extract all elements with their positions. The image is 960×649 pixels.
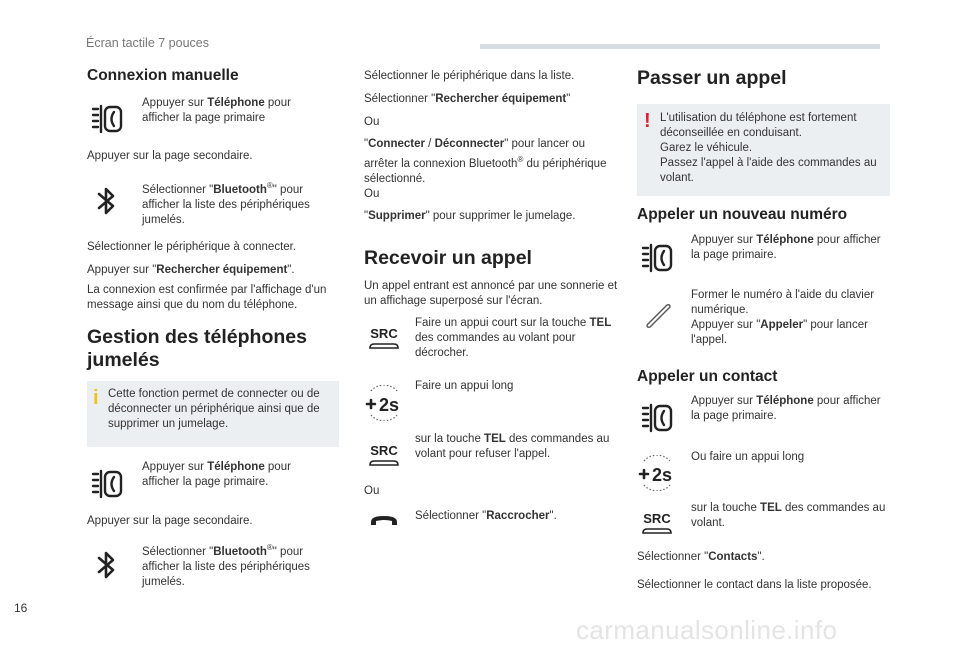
step-phone-2: Appuyer sur Téléphone pour afficher la page primaire. [142, 461, 291, 488]
line-incoming: Un appel entrant est annoncé par une sonnerie et un affichage superposé sur l'écran. [364, 280, 618, 307]
step-short-press: Faire un appui court sur la touche TEL des commandes au volant pour décrocher. [415, 317, 612, 359]
src-button-icon [639, 508, 675, 544]
line-search: Appuyer sur "Rechercher équipement". [87, 264, 295, 276]
line-contacts: Sélectionner "Contacts". [637, 551, 765, 563]
phone-icon [639, 400, 675, 436]
warning-box [637, 104, 890, 196]
step-refuse: sur la touche TEL des commandes au volant pour refuser l'appel. [415, 433, 610, 460]
step-tel: sur la touche TEL des commandes au volant. [691, 502, 886, 529]
svg-text:SRC: SRC [370, 326, 398, 341]
svg-text:2s: 2s [651, 465, 673, 485]
or-3: Ou [364, 485, 380, 497]
line-secondary: Appuyer sur la page secondaire. [87, 150, 253, 162]
warning-text: L'utilisation du téléphone est fortement déconseillée en conduisant. Garez le véhicule. Passez l'appel à l'aide des commandes au volant. [660, 112, 877, 184]
phone-icon [89, 466, 125, 502]
line-search-2: Sélectionner "Rechercher équipement" [364, 93, 571, 105]
step-long-press-2: Ou faire un appui long [691, 451, 805, 463]
step-phone-1: Appuyer sur Téléphone pour afficher la page primaire [142, 97, 291, 124]
line-select-device: Sélectionner le périphérique à connecter. [87, 241, 297, 253]
line-connect: "Connecter / Déconnecter" pour lancer ou arrêter la connexion Bluetooth® du périphérique sélectionné. [364, 138, 607, 185]
section-title-contact: Appeler un contact [637, 368, 778, 385]
svg-text:SRC: SRC [643, 511, 671, 526]
watermark-text: carmanualsonline.info [576, 615, 838, 645]
line-confirm: La connexion est confirmée par l'affichage d'un message ainsi que du nom du téléphone. [87, 284, 327, 311]
src-button-icon [366, 323, 402, 359]
bluetooth-icon [89, 183, 125, 219]
step-dial: Former le numéro à l'aide du clavier numérique. Appuyer sur "Appeler" pour lancer l'appel. [691, 289, 875, 346]
or-1: Ou [364, 116, 380, 128]
step-hangup: Sélectionner "Raccrocher". [415, 510, 557, 522]
page-number: 16 [14, 601, 28, 615]
warning-icon: ! [644, 110, 651, 132]
src-button-icon [366, 440, 402, 476]
hang-up-icon [366, 502, 402, 538]
info-icon: i [93, 387, 99, 409]
hold-2s-icon [363, 385, 405, 421]
step-phone-4: Appuyer sur Téléphone pour afficher la page primaire. [691, 395, 881, 422]
dial-handset-icon [639, 296, 675, 332]
section-title-passer: Passer un appel [637, 67, 787, 89]
phone-icon [89, 101, 125, 137]
line-delete: "Supprimer" pour supprimer le jumelage. [364, 210, 576, 222]
section-title-connexion: Connexion manuelle [87, 67, 239, 84]
phone-icon [639, 240, 675, 276]
step-phone-3: Appuyer sur Téléphone pour afficher la page primaire. [691, 234, 881, 261]
info-text: Cette fonction permet de connecter ou de déconnecter un périphérique ainsi que de supprimer un jumelage. [108, 388, 320, 430]
info-box [87, 381, 339, 447]
or-2: Ou [364, 188, 380, 200]
header-bar [480, 44, 880, 49]
line-select-contact: Sélectionner le contact dans la liste proposée. [637, 579, 872, 591]
section-title-nouveau: Appeler un nouveau numéro [637, 206, 848, 223]
running-header: Écran tactile 7 pouces [86, 36, 209, 50]
section-title-gestion: Gestion des téléphones jumelés [87, 326, 307, 371]
svg-text:SRC: SRC [370, 443, 398, 458]
svg-text:2s: 2s [378, 395, 400, 415]
bluetooth-icon [89, 547, 125, 583]
step-bluetooth-1: Sélectionner "Bluetooth®" pour afficher la liste des périphériques jumelés. [142, 181, 310, 226]
step-bluetooth-2: Sélectionner "Bluetooth®" pour afficher la liste des périphériques jumelés. [142, 543, 310, 588]
step-long-press: Faire un appui long [415, 380, 514, 392]
line-select-list: Sélectionner le périphérique dans la liste. [364, 70, 575, 82]
line-secondary-2: Appuyer sur la page secondaire. [87, 515, 253, 527]
hold-2s-icon [636, 455, 678, 491]
section-title-recevoir: Recevoir un appel [364, 247, 532, 269]
